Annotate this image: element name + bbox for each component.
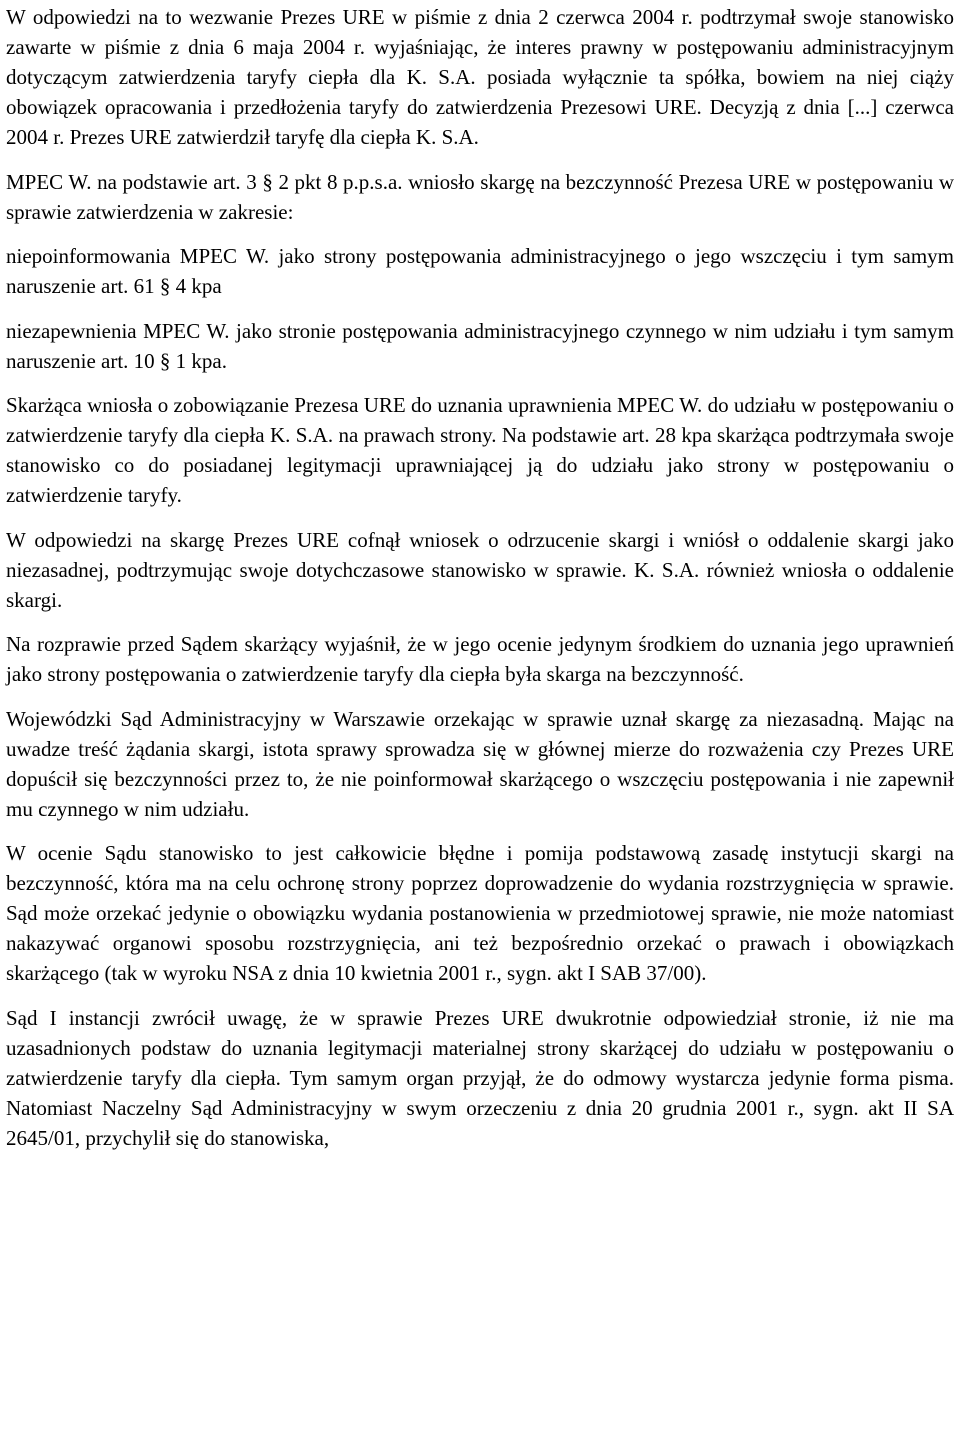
paragraph-text: niepoinformowania MPEC W. jako strony postępowania administracyjnego o jego wszczęciu i tym samym naruszenie art. 61 § 4 kpa	[6, 244, 954, 298]
paragraph-text: Skarżąca wniosła o zobowiązanie Prezesa URE do uznania uprawnienia MPEC W. do udziału w postępowaniu o zatwierdzenie taryfy dla ciepła K. S.A. na prawach strony. Na podstawie art. 28 kpa skarżąca podtrzymała swoje stanowisko co do posiadanej legitymacji uprawniającej ją do udziału jako strony w postępowaniu o zatwierdzenie taryfy.	[6, 393, 954, 507]
paragraph-8	[6, 704, 954, 824]
paragraph-1	[6, 2, 954, 152]
paragraph-5	[6, 390, 954, 510]
paragraph-10	[6, 1003, 954, 1153]
paragraph-text: MPEC W. na podstawie art. 3 § 2 pkt 8 p.p.s.a. wniosło skargę na bezczynność Prezesa URE w postępowaniu w sprawie zatwierdzenia w zakresie:	[6, 169, 954, 224]
paragraph-4	[6, 316, 954, 376]
paragraph-text: W ocenie Sądu stanowisko to jest całkowicie błędne i pomija podstawową zasadę instytucji skargi na bezczynność, która ma na celu ochronę strony poprzez doprowadzenie do wydania rozstrzygnięcia w sprawie. Sąd może orzekać jedynie o obowiązku wydania postanowienia w przedmiotowej sprawie, nie może natomiast nakazywać organowi sposobu rozstrzygnięcia, ani też bezpośrednio orzekać o prawach i obowiązkach skarżącego (tak w wyroku NSA z dnia 10 kwietnia 2001 r., sygn. akt I SAB 37/00).	[6, 841, 954, 985]
paragraph-text: W odpowiedzi na skargę Prezes URE cofnął wniosek o odrzucenie skargi i wniósł o oddalenie skargi jako niezasadnej, podtrzymując swoje dotychczasowe stanowisko w sprawie. K. S.A. również wniosła o oddalenie skargi.	[6, 527, 954, 612]
paragraph-9	[6, 838, 954, 988]
paragraph-text: Na rozprawie przed Sądem skarżący wyjaśnił, że w jego ocenie jedynym środkiem do uznania jego uprawnień jako strony postępowania o zatwierdzenie taryfy dla ciepła była skarga na bezczynność.	[6, 632, 954, 686]
paragraph-3	[6, 241, 954, 301]
paragraph-6	[6, 525, 954, 615]
paragraph-2	[6, 167, 954, 227]
paragraph-7	[6, 629, 954, 689]
paragraph-text: W odpowiedzi na to wezwanie Prezes URE w piśmie z dnia 2 czerwca 2004 r. podtrzymał swoje stanowisko zawarte w piśmie z dnia 6 maja 2004 r. wyjaśniając, że interes prawny w postępowaniu administracyjnym dotyczącym zatwierdzenia taryfy ciepła dla K. S.A. posiada wyłącznie ta spółka, bowiem na niej ciąży obowiązek opracowania i przedłożenia taryfy do zatwierdzenia Prezesowi URE. Decyzją z dnia [...] czerwca 2004 r. Prezes URE zatwierdził taryfę dla ciepła K. S.A.	[6, 5, 954, 149]
paragraph-text: Wojewódzki Sąd Administracyjny w Warszawie orzekając w sprawie uznał skargę za niezasadną. Mając na uwadze treść żądania skargi, istota sprawy sprowadza się w głównej mierze do rozważenia czy Prezes URE dopuścił się bezczynności przez to, że nie poinformował skarżącego o wszczęciu postępowania i nie zapewnił mu czynnego w nim udziału.	[6, 706, 954, 821]
paragraph-text: Sąd I instancji zwrócił uwagę, że w sprawie Prezes URE dwukrotnie odpowiedział stronie, iż nie ma uzasadnionych podstaw do uznania legitymacji materialnej strony skarżącej do udziału w postępowaniu o zatwierdzenie taryfy dla ciepła. Tym samym organ przyjął, że do odmowy wystarcza jedynie forma pisma. Natomiast Naczelny Sąd Administracyjny w swym orzeczeniu z dnia 20 grudnia 2001 r., sygn. akt II SA 2645/01, przychylił się do stanowiska,	[6, 1005, 954, 1150]
paragraph-text: niezapewnienia MPEC W. jako stronie postępowania administracyjnego czynnego w nim udziału i tym samym naruszenie art. 10 § 1 kpa.	[6, 318, 954, 373]
